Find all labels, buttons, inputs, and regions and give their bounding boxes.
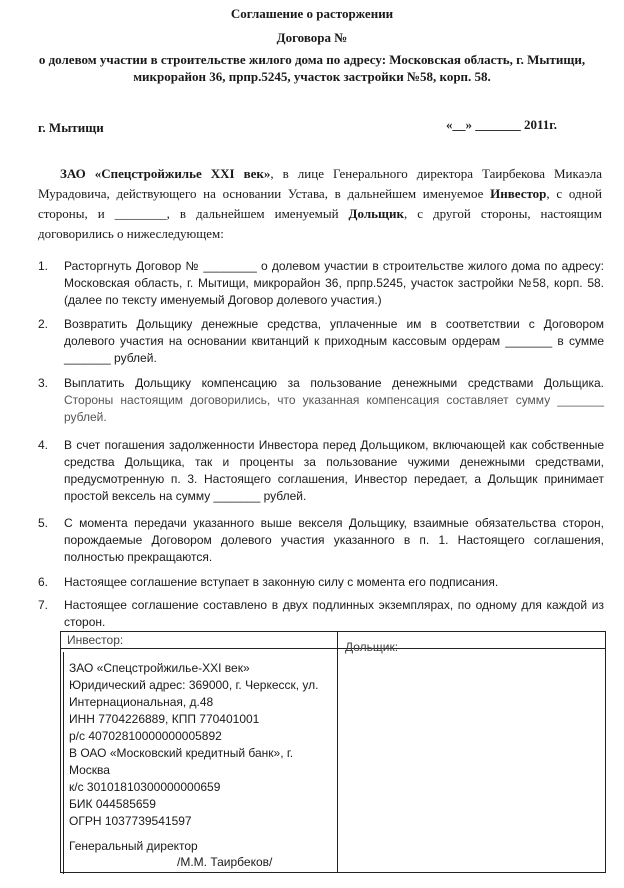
- requisite-line: Интернациональная, д.48: [69, 695, 214, 709]
- investor-term: Инвестор: [490, 186, 547, 201]
- clause-number: 6.: [38, 575, 49, 589]
- preamble: [38, 164, 602, 244]
- preamble-text-1: , в лице Генерального директора Таирбекова Микаэла Мурадовича, действующего на основании Устава, в дальнейшем именуемое: [38, 166, 603, 201]
- clause: [28, 574, 604, 591]
- clause-text: Настоящее соглашение составлено в двух подлинных экземплярах, по одному для каждой из сторон.: [64, 598, 604, 629]
- requisite-line: ОГРН 1037739541597: [69, 814, 192, 828]
- clause: [28, 597, 604, 631]
- clause-text: Выплатить Дольщику компенсацию за пользование денежными средствами Дольщика.: [64, 376, 604, 390]
- contract-number: Договора №: [276, 30, 348, 45]
- requisite-line: БИК 044585659: [69, 797, 156, 811]
- shareholder-label: Дольщик:: [345, 640, 399, 654]
- clause-text-faint: Стороны настоящим договорились, что указанная компенсация составляет сумму _______ рублей.: [64, 393, 604, 424]
- preamble-text-3: , с другой стороны, настоящим договорились о нижеследующем:: [38, 206, 602, 241]
- clause-text: В счет погашения задолженности Инвестора перед Дольщиком, включающей как собственные средства Дольщика, так и проценты за пользование чужими денежными средствами, предусмотренную п. 3. Настоящего соглашения, Инвестор передает, а Дольщик принимает простой вексель на сумму _______ рублей.: [64, 438, 604, 503]
- requisite-line: к/с 30101810300000000659: [69, 780, 221, 794]
- preamble-text-2: , с одной стороны, и ________, в дальнейшем именуемый: [38, 186, 602, 221]
- signature-table: [60, 631, 606, 873]
- clause-number: 5.: [38, 516, 49, 530]
- signer-position: Генеральный директор: [69, 839, 198, 853]
- place: г. Мытищи: [38, 120, 104, 135]
- table-header-rule: [61, 648, 605, 649]
- table-column-divider: [337, 632, 338, 872]
- clause-text: С момента передачи указанного выше векселя Дольщику, взаимные обязательства сторон, порождаемые Договором долевого участия указанного в п. 1. Настоящего соглашения, полностью прекращаются.: [64, 516, 604, 564]
- clause: [28, 375, 604, 426]
- clause-text: Возвратить Дольщику денежные средства, уплаченные им в соответствии с Договором долевого участия на основании квитанций к приходным кассовым ордерам _______ в сумме _______ рублей.: [64, 317, 604, 365]
- requisite-line: Москва: [69, 763, 110, 777]
- clause: [28, 258, 604, 309]
- requisite-line: ИНН 7704226889, КПП 770401001: [69, 712, 260, 726]
- subject-line-1: о долевом участии в строительстве жилого дома по адресу: Московская область, г. Мытищи,: [38, 52, 586, 67]
- clause-number: 7.: [38, 598, 49, 612]
- clause-text: Настоящее соглашение вступает в законную силу с момента его подписания.: [64, 575, 499, 589]
- requisite-line: ЗАО «Спецстройжилье-XXI век»: [69, 661, 250, 675]
- clause-text: Расторгнуть Договор № ________ о долевом участии в строительстве жилого дома по адресу: Московская область, г. Мытищи, микрорайон 36, прпр.5245, участок застройки №58, корп. 58. (далее по тексту именуемый Договор долевого участия.): [64, 259, 604, 307]
- shareholder-term: Дольщик: [348, 206, 404, 221]
- clause-number: 3.: [38, 376, 49, 390]
- clauses-list: [28, 258, 604, 631]
- clause-number: 4.: [38, 438, 49, 452]
- subject-line-2: микрорайон 36, прпр.5245, участок застройки №58, корп. 58.: [133, 69, 491, 84]
- document-title: Соглашение о расторжении: [230, 6, 394, 21]
- investor-label: Инвестор:: [67, 633, 124, 647]
- contract-subject: [10, 51, 614, 85]
- investor-requisites: [69, 660, 331, 830]
- clause-number: 1.: [38, 259, 49, 273]
- clause-number: 2.: [38, 317, 49, 331]
- company-name: ЗАО «Спецстройжилье XXI век»: [60, 166, 271, 181]
- clause: [28, 515, 604, 566]
- clause: [28, 437, 604, 505]
- requisite-line: В ОАО «Московский кредитный банк», г.: [69, 746, 294, 760]
- clause: [28, 316, 604, 367]
- date: «__» _______ 2011г.: [446, 117, 557, 132]
- requisite-line: Юридический адрес: 369000, г. Черкесск, ул.: [69, 678, 319, 692]
- requisite-line: р/с 40702810000000005892: [69, 729, 222, 743]
- signer-name: /М.М. Таирбеков/: [177, 855, 273, 869]
